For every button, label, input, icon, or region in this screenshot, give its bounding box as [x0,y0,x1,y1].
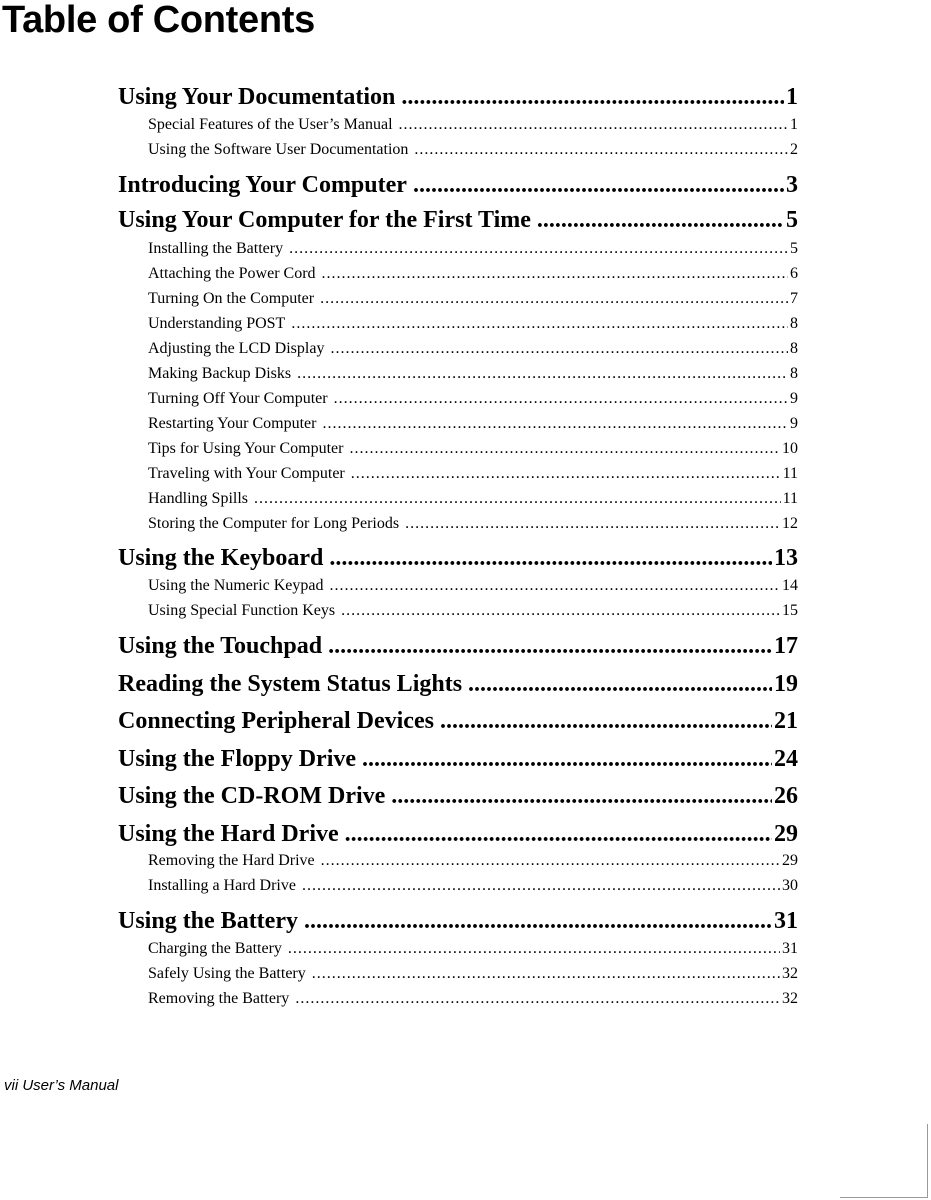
dot-leader [295,988,780,1010]
dot-leader [330,338,788,360]
toc-section-post[interactable] [148,313,798,335]
toc-page-number: 5 [790,240,798,257]
toc-entry-label: Using Your Documentation [118,84,396,110]
toc-page-number: 32 [782,965,798,982]
toc-section-safely-using-battery[interactable] [148,963,798,985]
toc-section-numeric-keypad[interactable] [148,575,798,597]
toc-section-installing-hard-drive[interactable] [148,875,798,897]
toc-entry-label: Using the Battery [118,908,298,934]
dot-leader [321,850,780,872]
toc-page-number: 7 [790,290,798,307]
toc-page-number: 1 [786,84,798,110]
dot-leader [341,600,780,622]
crop-mark [840,1124,928,1198]
toc-chapter-cd-rom-drive[interactable] [118,780,798,812]
toc-entry-label: Special Features of the User’s Manual [148,116,393,133]
dot-leader [254,488,781,510]
toc-chapter-introducing-your-computer[interactable] [118,169,798,201]
toc-page-number: 14 [782,577,798,594]
toc-page-number: 11 [782,490,798,507]
dot-leader [322,413,788,435]
dot-leader [334,388,788,410]
toc-page-number: 11 [782,465,798,482]
toc-section-spills[interactable] [148,488,798,510]
dot-leader [329,542,772,574]
dot-leader [405,513,780,535]
toc-page-number: 10 [782,440,798,457]
toc-entry-label: Connecting Peripheral Devices [118,708,434,734]
toc-entry-label: Adjusting the LCD Display [148,340,325,357]
toc-section-lcd-display[interactable] [148,338,798,360]
toc-page-number: 19 [774,671,798,697]
dot-leader [391,780,772,812]
toc-page-number: 31 [782,940,798,957]
dot-leader [288,938,780,960]
toc-chapter-keyboard[interactable] [118,542,798,574]
dot-leader [351,463,781,485]
dot-leader [440,705,772,737]
toc-section-removing-hard-drive[interactable] [148,850,798,872]
toc-entry-label: Using Your Computer for the First Time [118,207,531,233]
toc-section-turning-off[interactable] [148,388,798,410]
dot-leader [322,263,788,285]
toc-entry-label: Using the CD-ROM Drive [118,783,386,809]
dot-leader [289,238,788,260]
toc-chapter-floppy-drive[interactable] [118,743,798,775]
toc-entry-label: Handling Spills [148,490,249,507]
toc-page-number: 29 [782,852,798,869]
toc-chapter-using-your-documentation[interactable] [118,81,798,113]
dot-leader [401,81,784,113]
dot-leader [537,204,784,236]
toc-entry-label: Understanding POST [148,315,286,332]
toc-page-number: 9 [790,390,798,407]
toc-page-number: 3 [786,172,798,198]
toc-entry-label: Tips for Using Your Computer [148,440,344,457]
dot-leader [291,313,788,335]
toc-page-number: 21 [774,708,798,734]
toc-page-number: 31 [774,908,798,934]
toc-entry-label: Turning On the Computer [148,290,315,307]
toc-entry-label: Restarting Your Computer [148,415,317,432]
dot-leader [345,818,772,850]
toc-entry-label: Safely Using the Battery [148,965,306,982]
toc-entry-label: Installing a Hard Drive [148,877,296,894]
toc-section-power-cord[interactable] [148,263,798,285]
toc-page-number: 24 [774,746,798,772]
dot-leader [320,288,788,310]
toc-entry-label: Installing the Battery [148,240,284,257]
toc-section-special-features[interactable] [148,114,798,136]
toc-section-traveling[interactable] [148,463,798,485]
dot-leader [349,438,780,460]
toc-entry-label: Charging the Battery [148,940,282,957]
dot-leader [413,169,784,201]
dot-leader [468,668,772,700]
toc-entry-label: Removing the Battery [148,990,290,1007]
toc-section-restarting[interactable] [148,413,798,435]
toc-chapter-first-time[interactable] [118,204,798,236]
dot-leader [297,363,788,385]
toc-chapter-status-lights[interactable] [118,668,798,700]
toc-section-storing[interactable] [148,513,798,535]
dot-leader [399,114,788,136]
toc-page-number: 29 [774,821,798,847]
page-title: Table of Contents [2,0,315,41]
toc-page-number: 8 [790,365,798,382]
toc-page-number: 5 [786,207,798,233]
toc-entry-label: Using the Keyboard [118,545,324,571]
toc-chapter-touchpad[interactable] [118,630,798,662]
toc-section-removing-battery[interactable] [148,988,798,1010]
toc-page-number: 15 [782,602,798,619]
toc-section-tips[interactable] [148,438,798,460]
toc-chapter-battery[interactable] [118,905,798,937]
toc-section-charging-battery[interactable] [148,938,798,960]
toc-entry-label: Using the Hard Drive [118,821,339,847]
toc-page-number: 17 [774,633,798,659]
toc-entry-label: Using the Numeric Keypad [148,577,324,594]
dot-leader [302,875,780,897]
dot-leader [414,139,788,161]
toc-page-number: 9 [790,415,798,432]
dot-leader [362,743,772,775]
toc-page-number: 12 [782,515,798,532]
toc-page-number: 6 [790,265,798,282]
toc-entry-label: Using the Touchpad [118,633,323,659]
toc-section-software-documentation[interactable] [148,139,798,161]
toc-entry-label: Traveling with Your Computer [148,465,345,482]
toc-entry-label: Introducing Your Computer [118,172,407,198]
page-footer: vii User’s Manual [4,1077,119,1094]
toc-entry-label: Reading the System Status Lights [118,671,463,697]
toc-page-number: 1 [790,116,798,133]
toc-section-function-keys[interactable] [148,600,798,622]
toc-section-turning-on[interactable] [148,288,798,310]
toc-section-backup-disks[interactable] [148,363,798,385]
toc-page-number: 32 [782,990,798,1007]
toc-section-installing-battery[interactable] [148,238,798,260]
toc-entry-label: Using the Floppy Drive [118,746,357,772]
dot-leader [328,630,772,662]
dot-leader [330,575,780,597]
toc-entry-label: Using Special Function Keys [148,602,336,619]
toc-page-number: 30 [782,877,798,894]
toc-entry-label: Making Backup Disks [148,365,292,382]
toc-chapter-peripheral-devices[interactable] [118,705,798,737]
toc-page-number: 8 [790,340,798,357]
toc-page-number: 8 [790,315,798,332]
toc-entry-label: Using the Software User Documentation [148,141,409,158]
toc-entry-label: Attaching the Power Cord [148,265,316,282]
dot-leader [312,963,780,985]
toc-entry-label: Turning Off Your Computer [148,390,328,407]
toc-entry-label: Storing the Computer for Long Periods [148,515,400,532]
toc-entry-label: Removing the Hard Drive [148,852,315,869]
toc-chapter-hard-drive[interactable] [118,818,798,850]
toc-page-number: 2 [790,141,798,158]
toc-page-number: 13 [774,545,798,571]
dot-leader [304,905,772,937]
toc-page-number: 26 [774,783,798,809]
